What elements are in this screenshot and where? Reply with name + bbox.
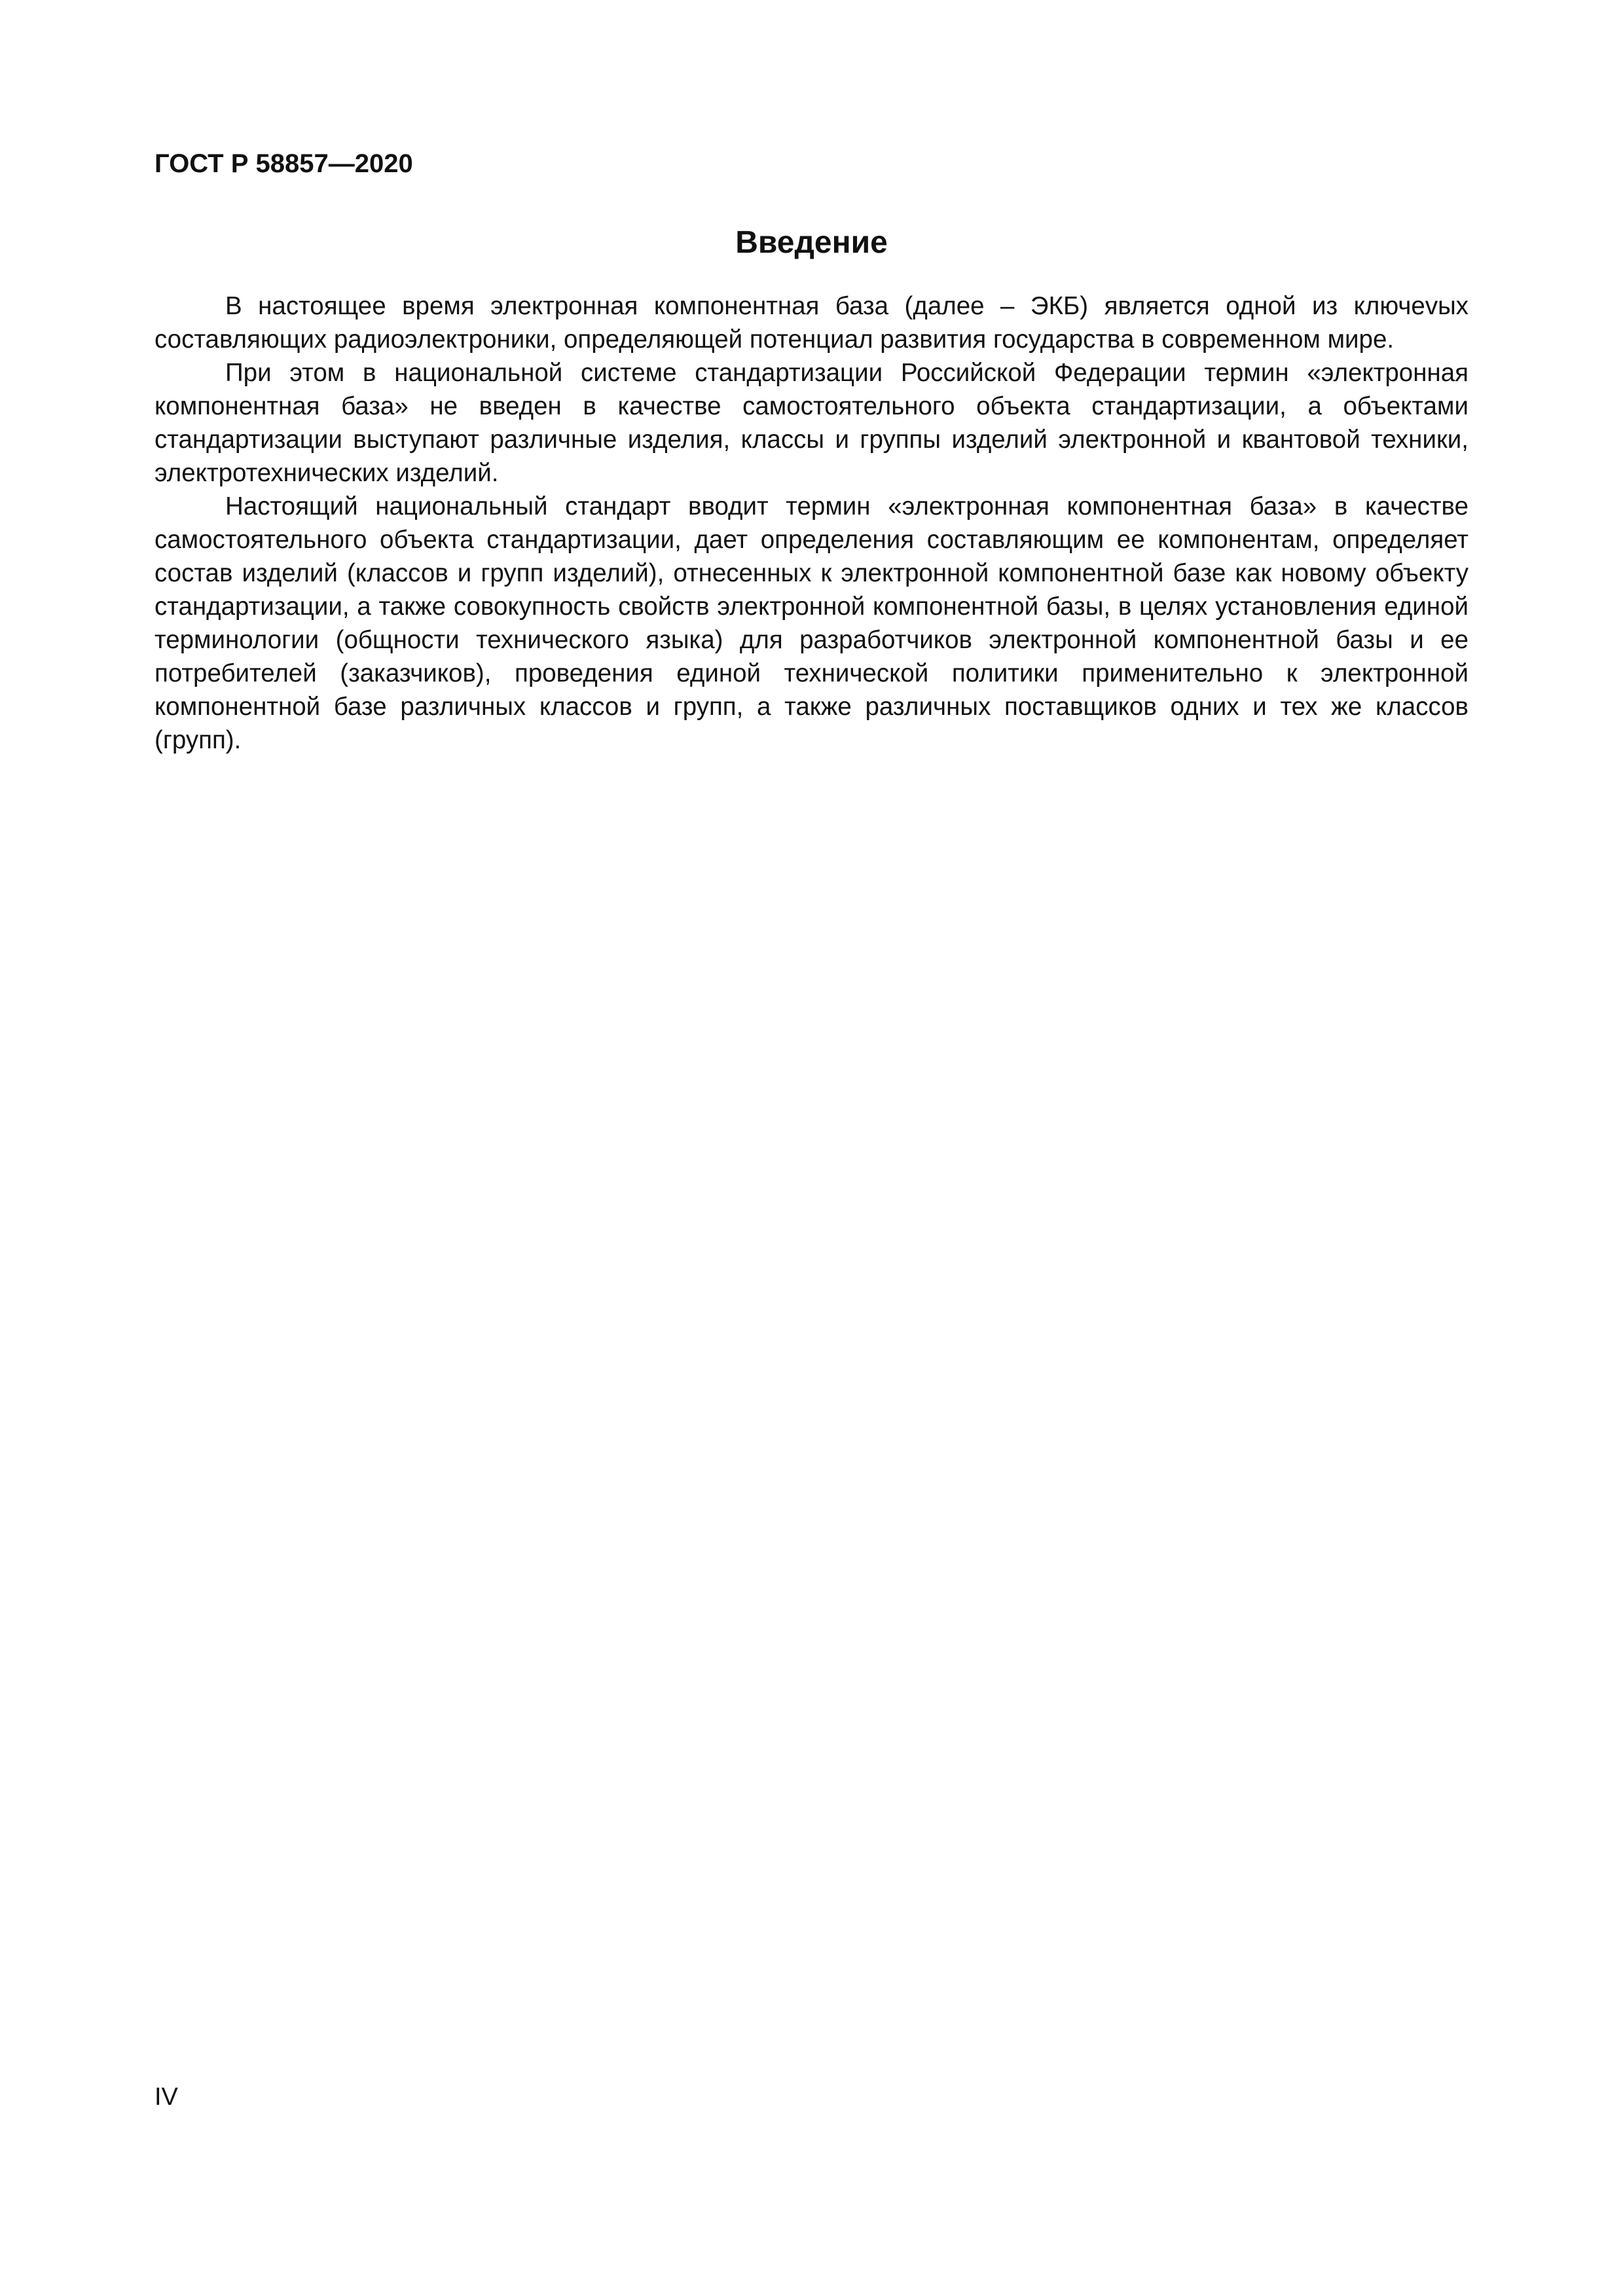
page-number: IV: [155, 2083, 178, 2111]
document-code: ГОСТ Р 58857—2020: [155, 149, 413, 178]
paragraph-1: В настоящее время электронная компонентная база (далее – ЭКБ) является одной из ключеvых составляющих радиоэлектроники, определяющей потенциал развития государства в современном мире.: [155, 292, 1468, 354]
paragraph-2: При этом в национальной системе стандартизации Российской Федерации термин «электронная компонентная база» не введен в качестве самостоятельного объекта стандартизации, а объектами стандартизации выступают различные изделия, классы и группы изделий электронной и квантовой техники, электротехнических изделий.: [155, 359, 1468, 487]
paragraph-3: Настоящий национальный стандарт вводит термин «электронная компонентная база» в качестве самостоятельного объекта стандартизации, дает определения составляющим ее компонентам, определяет состав изделий (классов и групп изделий), отнесенных к электронной компонентной базе как новому объекту стандартизации, а также совокупность свойств электронной компонентной базы, в целях установления единой терминологии (общности технического языка) для разработчиков электронной компонентной базы и ее потребителей (заказчиков), проведения единой технической политики применительно к электронной компонентной базе различных классов и групп, а также различных поставщиков одних и тех же классов (групп).: [155, 492, 1468, 754]
body-text: [155, 289, 1468, 757]
section-title: Введение: [735, 225, 888, 260]
